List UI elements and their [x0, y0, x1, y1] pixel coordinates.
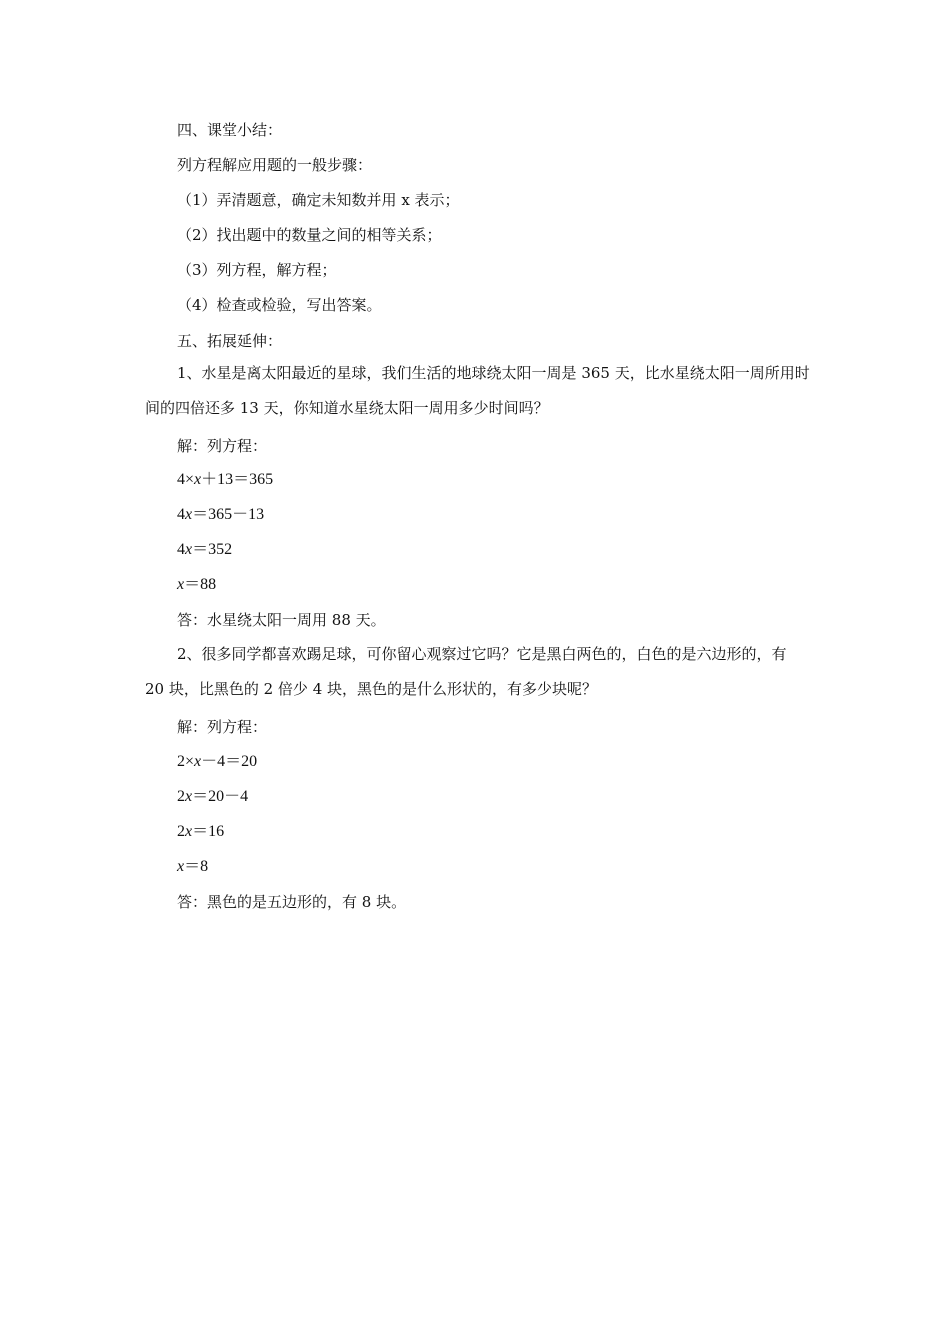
problem-1-answer: 答：水星绕太阳一周用 88 天。	[177, 611, 386, 629]
summary-intro: 列方程解应用题的一般步骤：	[177, 156, 373, 174]
problem-2-text: 2、很多同学都喜欢踢足球，可你留心观察过它吗？它是黑白两色的，白色的是六边形的，有 20 块，比黑色的 2 倍少 4 块，黑色的是什么形状的，有多少块呢？	[145, 645, 787, 698]
problem-2-solution-label: 解：列方程：	[177, 718, 268, 736]
summary-step: （2）找出题中的数量之间的相等关系；	[177, 226, 442, 244]
problem-1-text: 1、水星是离太阳最近的星球，我们生活的地球绕太阳一周是 365 天，比水星绕太阳一周所用时间的四倍还多 13 天，你知道水星绕太阳一周用多少时间吗？	[145, 364, 810, 417]
summary-step: （4）检查或检验，写出答案。	[177, 296, 382, 314]
summary-step: （3）列方程，解方程；	[177, 261, 337, 279]
problem-2-equation: x＝8	[177, 858, 209, 875]
problem-1-equation: 4×x＋13＝365	[177, 471, 274, 488]
problem-2-equation: 2×x－4＝20	[177, 753, 258, 770]
problem-2-answer: 答：黑色的是五边形的，有 8 块。	[177, 893, 407, 911]
section-heading-summary: 四、课堂小结：	[177, 121, 283, 139]
problem-2-equation: 2x＝16	[177, 823, 225, 840]
summary-step: （1）弄清题意，确定未知数并用 x 表示；	[177, 191, 460, 209]
problem-1-equation: 4x＝365－13	[177, 506, 265, 523]
section-heading-extension: 五、拓展延伸：	[177, 332, 283, 350]
problem-1-equation: 4x＝352	[177, 541, 233, 558]
problem-1-solution-label: 解：列方程：	[177, 437, 268, 455]
problem-1-equation: x＝88	[177, 576, 217, 593]
problem-2-equation: 2x＝20－4	[177, 788, 249, 805]
